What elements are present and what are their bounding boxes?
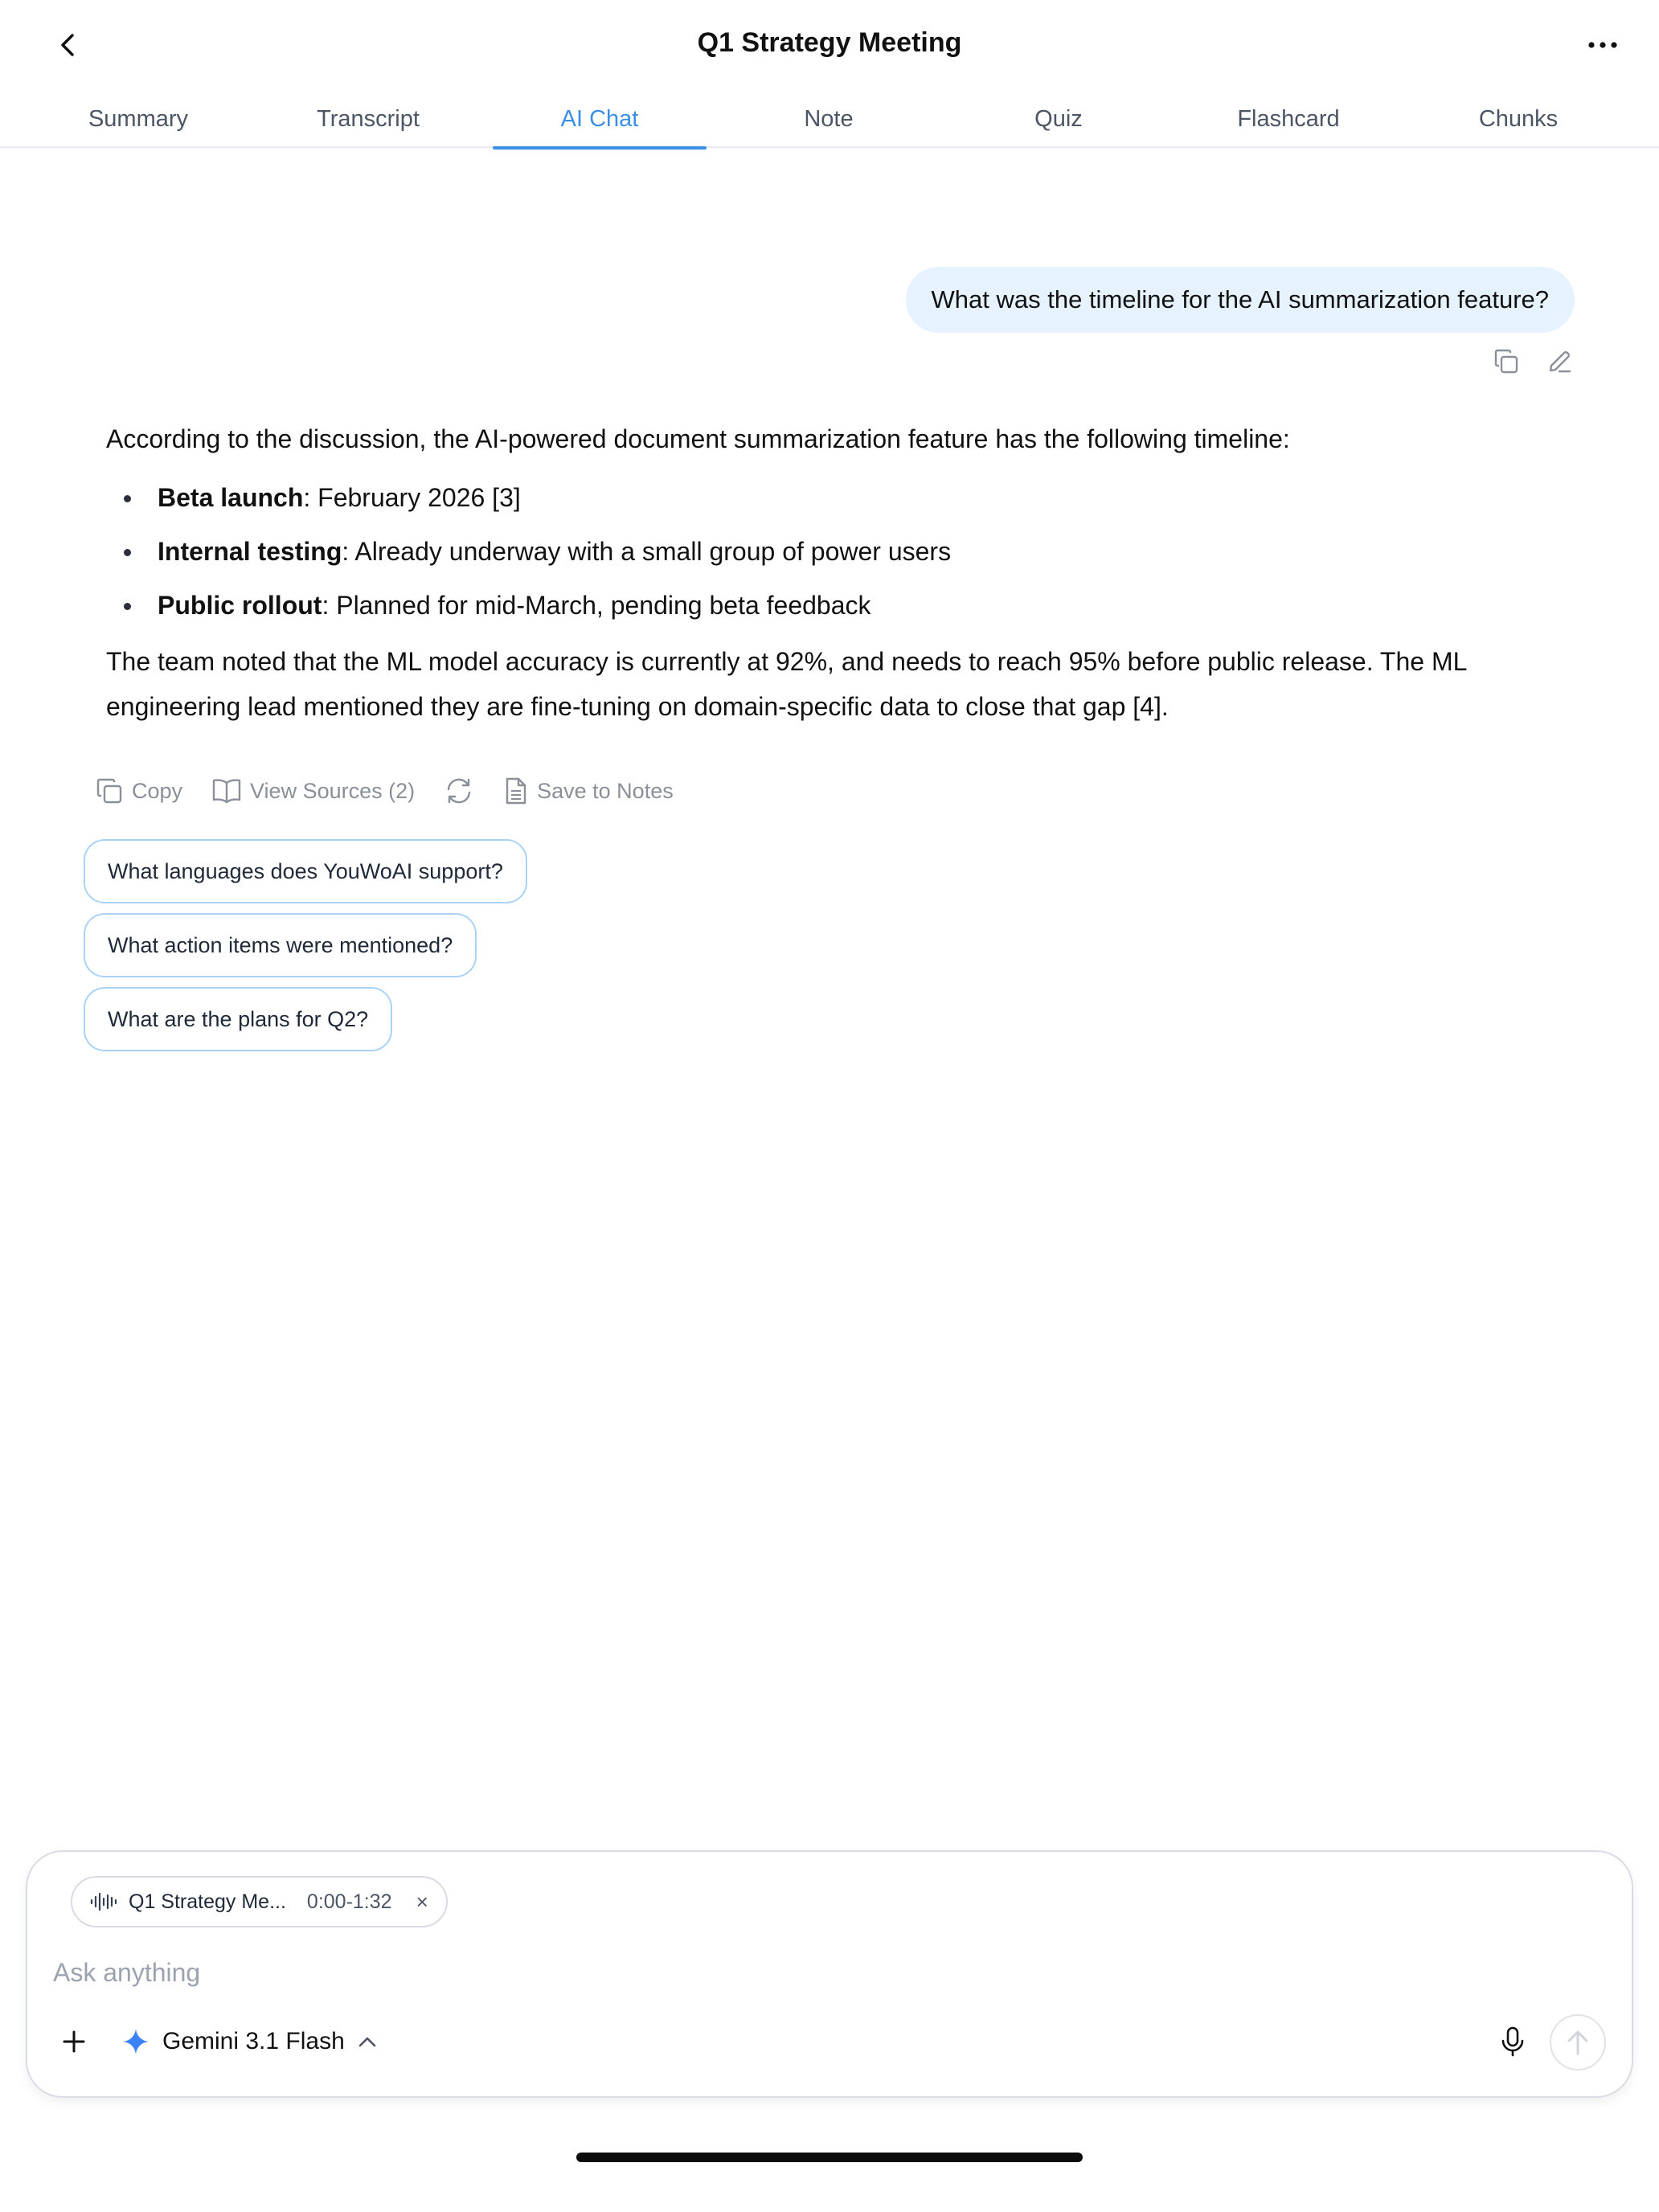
chat-composer	[26, 1850, 1633, 2098]
edit-message-button[interactable]	[1545, 347, 1574, 376]
tab-flashcard[interactable]: Flashcard	[1237, 105, 1340, 132]
view-sources-label: View Sources (2)	[250, 778, 416, 803]
model-selector[interactable]	[122, 2019, 377, 2064]
bullet-text: : Already underway with a small group of power users	[342, 537, 952, 566]
copy-label: Copy	[132, 778, 183, 803]
save-to-notes-label: Save to Notes	[537, 778, 674, 803]
list-item	[106, 525, 1569, 579]
chat-input[interactable]	[53, 1948, 1580, 1997]
audio-waveform-icon	[90, 1891, 119, 1912]
bullet-term: Internal testing	[158, 537, 342, 566]
list-item	[106, 579, 1569, 633]
answer-action-bar	[95, 773, 703, 809]
tab-bar	[0, 90, 1659, 148]
answer-bullet-list	[106, 471, 1569, 633]
answer-intro: According to the discussion, the AI-powered document summarization feature has the following timeline:	[106, 424, 1290, 453]
copy-message-button[interactable]	[1492, 347, 1521, 376]
tab-summary[interactable]: Summary	[88, 105, 189, 132]
model-name: Gemini 3.1 Flash	[162, 2028, 345, 2054]
refresh-icon	[444, 776, 474, 805]
save-to-notes-button[interactable]	[503, 776, 674, 805]
suggestion-chip[interactable]: What languages does YouWoAI support?	[84, 839, 527, 903]
list-item	[106, 471, 1569, 525]
view-sources-button[interactable]	[211, 777, 415, 805]
user-message-actions	[1492, 347, 1574, 376]
close-icon[interactable]: ×	[416, 1889, 428, 1914]
bullet-term: Public rollout	[158, 591, 322, 620]
copy-answer-button[interactable]	[95, 776, 182, 805]
send-button[interactable]	[1550, 2014, 1606, 2071]
suggestion-chip[interactable]: What are the plans for Q2?	[84, 987, 392, 1051]
more-horizontal-icon	[1587, 41, 1619, 49]
plus-icon	[62, 2030, 86, 2054]
regenerate-button[interactable]	[444, 776, 474, 805]
context-chip[interactable]	[71, 1876, 448, 1927]
copy-icon	[95, 776, 124, 805]
header	[0, 0, 1659, 90]
microphone-icon	[1501, 2026, 1525, 2057]
pencil-icon	[1546, 348, 1573, 375]
tab-quiz[interactable]: Quiz	[1034, 105, 1083, 132]
context-chip-time: 0:00-1:32	[306, 1890, 392, 1913]
context-chip-name: Q1 Strategy Me...	[129, 1890, 286, 1913]
bullet-text: : February 2026 [3]	[303, 483, 521, 512]
tab-ai-chat[interactable]: AI Chat	[493, 90, 707, 148]
suggestion-chip[interactable]: What action items were mentioned?	[84, 913, 477, 977]
gemini-sparkle-icon	[122, 2028, 150, 2055]
copy-icon	[1493, 348, 1520, 375]
page-title: Q1 Strategy Meeting	[697, 27, 962, 58]
book-open-icon	[211, 777, 242, 805]
ai-answer	[106, 416, 1569, 729]
home-indicator	[576, 2153, 1083, 2162]
answer-closing: The team noted that the ML model accuracy is currently at 92%, and needs to reach 95% before public release. The ML engineering lead mentioned they are fine-tuning on domain-specific data to close that gap [4].	[106, 647, 1467, 721]
chevron-up-icon	[358, 2035, 377, 2048]
bullet-text: : Planned for mid-March, pending beta feedback	[322, 591, 871, 620]
tab-chunks[interactable]: Chunks	[1478, 105, 1559, 132]
tab-note[interactable]: Note	[804, 105, 854, 132]
tab-transcript[interactable]: Transcript	[317, 105, 420, 132]
user-message-bubble: What was the timeline for the AI summarization feature?	[906, 267, 1575, 333]
more-button[interactable]	[1579, 24, 1627, 66]
bullet-term: Beta launch	[158, 483, 304, 512]
arrow-up-icon	[1566, 2029, 1590, 2056]
document-icon	[503, 776, 529, 805]
add-attachment-button[interactable]	[51, 2019, 96, 2064]
microphone-button[interactable]	[1490, 2019, 1535, 2064]
